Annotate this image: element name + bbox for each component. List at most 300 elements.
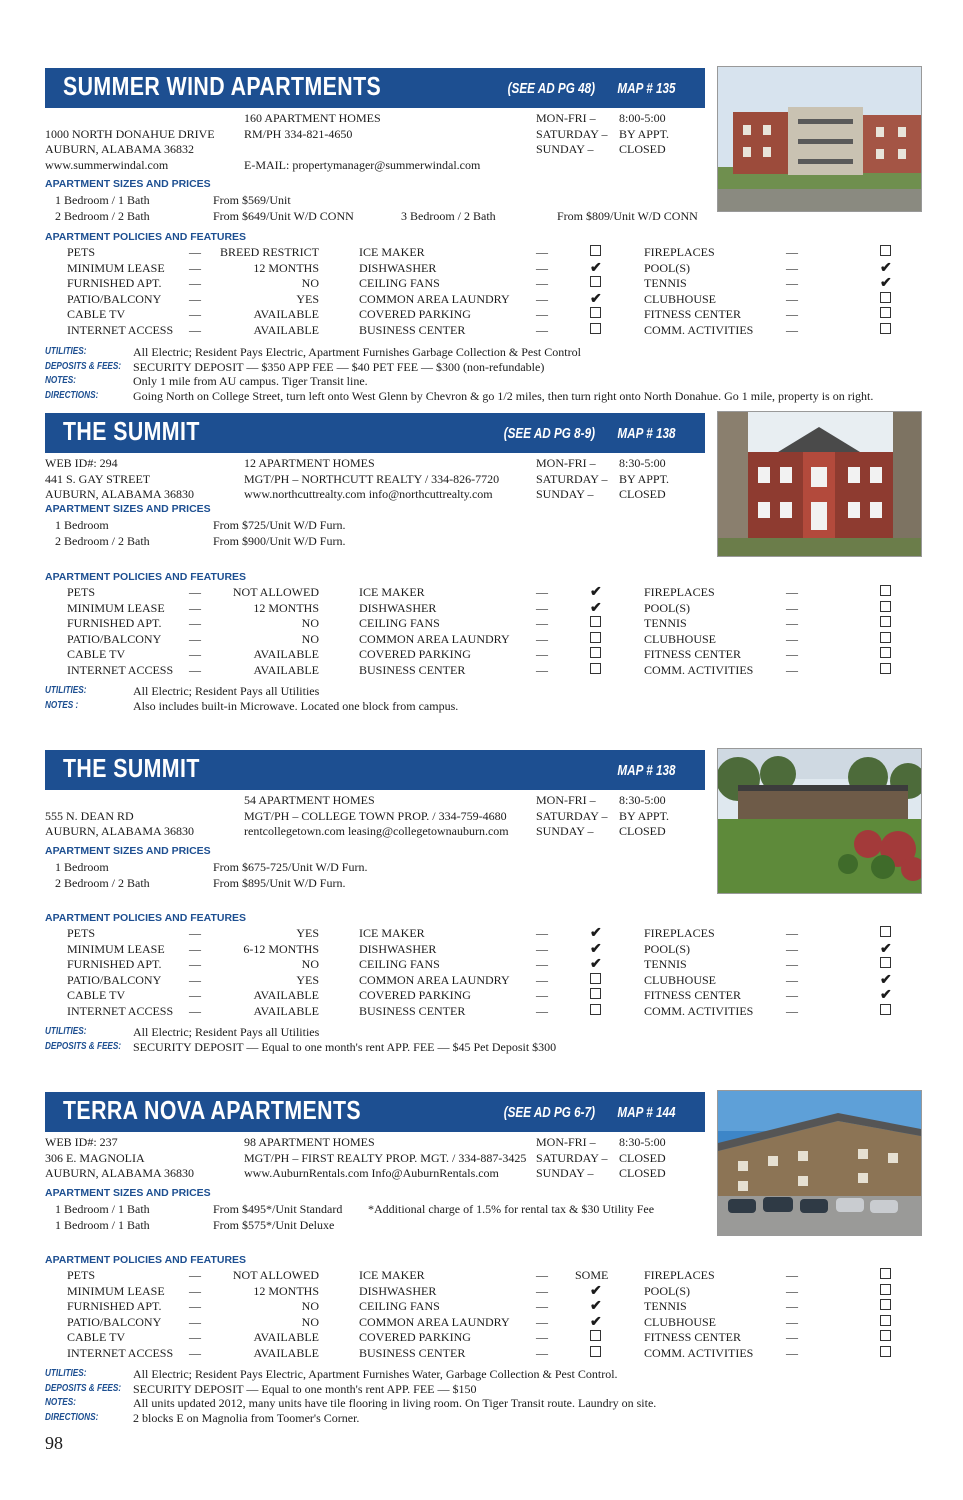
map-number: MAP # 138	[616, 425, 675, 442]
address-column	[45, 456, 194, 503]
dash: —	[786, 1330, 798, 1344]
checkmark-icon: ✔	[590, 585, 602, 600]
dash: —	[189, 1003, 201, 1018]
checkbox-empty-icon	[880, 585, 891, 596]
size-row: 1 Bedroom / 1 Bath From $495*/Unit Standard *Additional charge of 1.5% for rental tax & $30 Utility Fee	[55, 1202, 655, 1216]
dash: —	[786, 631, 798, 646]
dash: —	[536, 245, 548, 259]
feature-label: ICE MAKER	[359, 926, 425, 940]
dash: —	[536, 260, 548, 275]
office-days: MON-FRI – SATURDAY – SUNDAY –	[536, 456, 608, 501]
policy-row	[45, 663, 895, 679]
listing-the-summit-gay	[45, 413, 920, 723]
note-label: DIRECTIONS:	[45, 1411, 99, 1423]
dash: —	[786, 941, 798, 956]
policy-label: FURNISHED APT.	[67, 276, 162, 290]
policy-value: NO	[301, 1314, 319, 1329]
policy-label: FURNISHED APT.	[67, 957, 162, 971]
policy-label: PATIO/BALCONY	[67, 631, 162, 646]
sizes-heading: APARTMENT SIZES AND PRICES	[45, 503, 211, 515]
property-photo	[717, 1090, 922, 1236]
checkmark-icon: ✔	[590, 1283, 602, 1299]
checkbox-empty-icon	[880, 1299, 891, 1310]
listing-title: SUMMER WIND APARTMENTS	[63, 71, 382, 101]
email-link[interactable]: E-MAIL: propertymanager@summerwindal.com	[244, 157, 481, 172]
website-email[interactable]: www.northcuttrealty.com info@northcuttrealty.com	[244, 487, 493, 501]
feature-label: ICE MAKER	[359, 1268, 425, 1282]
dash: —	[536, 600, 548, 615]
amenity-label: TENNIS	[644, 1299, 687, 1313]
dash: —	[189, 926, 201, 940]
web-id: WEB ID#: 237	[45, 1135, 118, 1149]
checkmark-icon: ✔	[880, 972, 892, 988]
dash: —	[786, 972, 798, 987]
note-label: UTILITIES:	[45, 1368, 87, 1379]
checkbox-empty-icon	[590, 1330, 601, 1341]
policy-row	[45, 973, 895, 989]
policies-heading: APARTMENT POLICIES AND FEATURES	[45, 231, 247, 243]
note-label: NOTES:	[45, 1397, 76, 1408]
policies-table	[45, 1268, 895, 1361]
listing-header	[45, 68, 705, 108]
street-address: 555 N. DEAN RD	[45, 808, 134, 823]
ad-reference: (SEE AD PG 8-9)	[503, 425, 595, 442]
dash: —	[536, 1314, 548, 1329]
policy-value: 12 MONTHS	[253, 260, 319, 275]
dash: —	[786, 600, 798, 615]
policy-row	[45, 1330, 895, 1346]
policy-value: AVAILABLE	[253, 662, 319, 677]
dash: —	[536, 1003, 548, 1018]
dash: —	[189, 1345, 201, 1360]
policies-table	[45, 585, 895, 678]
note-text: Also includes built-in Microwave. Located one block from campus.	[133, 698, 459, 713]
note-text: SECURITY DEPOSIT — $350 APP FEE — $40 PET FEE — $300 (non-refundable)	[133, 359, 545, 374]
policies-heading: APARTMENT POLICIES AND FEATURES	[45, 912, 247, 924]
checkbox-empty-icon	[880, 323, 891, 334]
policy-label: FURNISHED APT.	[67, 1299, 162, 1313]
policy-row	[45, 926, 895, 942]
amenity-label: FITNESS CENTER	[644, 988, 742, 1002]
policy-label: MINIMUM LEASE	[67, 941, 165, 956]
note-label: UTILITIES:	[45, 685, 87, 696]
dash: —	[786, 322, 798, 337]
dash: —	[786, 260, 798, 275]
policy-label: CABLE TV	[67, 1330, 126, 1344]
office-hours: 8:30-5:00 BY APPT. CLOSED	[619, 456, 670, 501]
note-text: All Electric; Resident Pays all Utilities	[133, 684, 320, 698]
listing-terra-nova	[45, 1092, 920, 1432]
policy-row	[45, 942, 895, 958]
note-text: Only 1 mile from AU campus. Tiger Transit line.	[133, 374, 368, 388]
office-hours: 8:00-5:00 BY APPT. CLOSED	[619, 111, 670, 156]
dash: —	[786, 1345, 798, 1360]
policy-row	[45, 957, 895, 973]
website-email[interactable]: rentcollegetown.com leasing@collegetownauburn.com	[244, 824, 509, 838]
policy-row	[45, 616, 895, 632]
web-id: WEB ID#: 294	[45, 456, 118, 470]
city-state-zip: AUBURN, ALABAMA 36830	[45, 824, 195, 838]
policy-label: CABLE TV	[67, 988, 126, 1002]
size-row: 2 Bedroom / 2 Bath From $900/Unit W/D Furn.	[55, 533, 346, 548]
feature-label: BUSINESS CENTER	[359, 662, 466, 677]
dash: —	[189, 1314, 201, 1329]
dash: —	[536, 291, 548, 306]
listing-title: TERRA NOVA APARTMENTS	[63, 1095, 362, 1125]
checkbox-empty-icon	[880, 616, 891, 627]
dash: —	[189, 647, 201, 661]
checkmark-icon: ✔	[590, 1299, 602, 1314]
checkmark-icon: ✔	[590, 941, 602, 957]
feature-label: COVERED PARKING	[359, 988, 471, 1002]
checkmark-icon: ✔	[880, 941, 892, 957]
dash: —	[189, 291, 201, 306]
dash: —	[189, 245, 201, 259]
note-text: All Electric; Resident Pays all Utilities	[133, 1025, 320, 1039]
policy-row	[45, 261, 895, 277]
policy-label: FURNISHED APT.	[67, 616, 162, 630]
dash: —	[536, 941, 548, 956]
checkbox-empty-icon	[880, 1284, 891, 1295]
checkbox-empty-icon	[880, 307, 891, 318]
amenity-label: TENNIS	[644, 616, 687, 630]
policy-label: PETS	[67, 926, 96, 940]
dash: —	[536, 957, 548, 971]
dash: —	[536, 322, 548, 337]
dash: —	[189, 972, 201, 987]
dash: —	[786, 245, 798, 259]
checkbox-empty-icon	[590, 647, 601, 658]
website-link[interactable]: www.summerwindal.com	[45, 157, 169, 172]
note-text: All units updated 2012, many units have tile flooring in living room. On Tiger Transit route. Laundry on site.	[133, 1396, 657, 1410]
feature-label: DISHWASHER	[359, 941, 437, 956]
dash: —	[536, 307, 548, 321]
listing-header	[45, 413, 705, 453]
note-text: All Electric; Resident Pays Electric, Apartment Furnishes Garbage Collection & Pest Control	[133, 345, 581, 359]
policy-label: INTERNET ACCESS	[67, 662, 174, 677]
policy-value: YES	[296, 291, 319, 306]
checkmark-icon: ✔	[880, 988, 892, 1003]
manager-phone: MGT/PH – NORTHCUTT REALTY / 334-826-7720	[244, 471, 500, 486]
checkbox-empty-icon	[880, 926, 891, 937]
checkbox-empty-icon	[880, 292, 891, 303]
feature-label: COVERED PARKING	[359, 1330, 471, 1344]
policy-value: 12 MONTHS	[253, 600, 319, 615]
policy-value: NO	[301, 616, 319, 630]
policy-label: CABLE TV	[67, 647, 126, 661]
checkmark-icon: ✔	[590, 291, 602, 307]
feature-label: DISHWASHER	[359, 1283, 437, 1298]
unit-count: 98 APARTMENT HOMES	[244, 1135, 375, 1149]
office-hours: 8:30-5:00 BY APPT. CLOSED	[619, 793, 670, 838]
policy-label: INTERNET ACCESS	[67, 1345, 174, 1360]
amenity-label: TENNIS	[644, 276, 687, 290]
dash: —	[536, 972, 548, 987]
feature-label: COVERED PARKING	[359, 647, 471, 661]
policy-row	[45, 276, 895, 292]
amenity-label: COMM. ACTIVITIES	[644, 1345, 754, 1360]
dash: —	[786, 662, 798, 677]
street-address: 1000 NORTH DONAHUE DRIVE	[45, 126, 215, 141]
feature-label: ICE MAKER	[359, 245, 425, 259]
checkmark-icon: ✔	[880, 276, 892, 291]
policy-value: NO	[301, 957, 319, 971]
dash: —	[786, 307, 798, 321]
office-days: MON-FRI – SATURDAY – SUNDAY –	[536, 111, 608, 156]
dash: —	[786, 1003, 798, 1018]
policy-value: YES	[296, 926, 319, 940]
checkbox-empty-icon	[880, 663, 891, 674]
policies-table	[45, 245, 895, 338]
contact-column	[244, 1135, 526, 1182]
sizes-list	[55, 518, 346, 549]
checkbox-empty-icon	[590, 276, 601, 287]
checkbox-empty-icon	[880, 1330, 891, 1341]
checkbox-empty-icon	[880, 245, 891, 256]
amenity-label: FIREPLACES	[644, 1268, 715, 1282]
map-number: MAP # 135	[616, 80, 675, 97]
dash: —	[786, 276, 798, 290]
policy-value: AVAILABLE	[253, 1003, 319, 1018]
note-text: Going North on College Street, turn left onto West Glenn by Chevron & go 1/2 miles, then turn right onto North Donahue. Go 1 mile, property is on right.	[133, 388, 874, 403]
dash: —	[536, 1268, 548, 1282]
checkmark-icon: ✔	[590, 926, 602, 941]
city-state-zip: AUBURN, ALABAMA 36830	[45, 487, 195, 501]
amenity-label: CLUBHOUSE	[644, 291, 717, 306]
note-text: 2 blocks E on Magnolia from Toomer's Corner.	[133, 1410, 360, 1425]
checkmark-icon: ✔	[590, 260, 602, 276]
dash: —	[189, 1268, 201, 1282]
policy-row	[45, 988, 895, 1004]
sizes-heading: APARTMENT SIZES AND PRICES	[45, 178, 211, 190]
amenity-label: POOL(S)	[644, 600, 691, 615]
note-label: DEPOSITS & FEES:	[45, 1040, 122, 1052]
checkbox-empty-icon	[880, 1004, 891, 1015]
listing-title: THE SUMMIT	[63, 753, 200, 783]
page-number: 98	[45, 1433, 63, 1453]
checkbox-empty-icon	[590, 323, 601, 334]
note-label: DEPOSITS & FEES:	[45, 360, 122, 372]
dash: —	[189, 322, 201, 337]
feature-label: COMMON AREA LAUNDRY	[359, 631, 510, 646]
amenity-label: POOL(S)	[644, 1283, 691, 1298]
ad-reference: (SEE AD PG 6-7)	[503, 1104, 595, 1121]
amenity-label: POOL(S)	[644, 260, 691, 275]
checkbox-empty-icon	[590, 307, 601, 318]
checkbox-empty-icon	[590, 1346, 601, 1357]
policy-label: MINIMUM LEASE	[67, 260, 165, 275]
policy-row	[45, 323, 895, 339]
website-email[interactable]: www.AuburnRentals.com Info@AuburnRentals.com	[244, 1166, 499, 1180]
policy-value: NO	[301, 1299, 319, 1313]
checkbox-empty-icon	[590, 988, 601, 999]
listing-the-summit-dean	[45, 750, 920, 1060]
note-label: NOTES :	[45, 699, 79, 711]
note-text: SECURITY DEPOSIT — Equal to one month's rent APP. FEE — $150	[133, 1381, 477, 1396]
dash: —	[536, 276, 548, 290]
sizes-heading: APARTMENT SIZES AND PRICES	[45, 845, 211, 857]
note-label: NOTES:	[45, 375, 76, 386]
feature-label: CEILING FANS	[359, 957, 440, 971]
address-column	[45, 111, 215, 173]
manager-phone: RM/PH 334-821-4650	[244, 126, 353, 141]
size-row: 1 Bedroom / 1 Bath From $575*/Unit Deluxe	[55, 1217, 335, 1232]
checkbox-empty-icon	[590, 632, 601, 643]
listing-summer-wind	[45, 68, 920, 408]
checkbox-empty-icon	[590, 245, 601, 256]
policy-row	[45, 585, 895, 601]
policy-row	[45, 292, 895, 308]
feature-label: ICE MAKER	[359, 585, 425, 599]
dash: —	[536, 585, 548, 599]
amenity-label: CLUBHOUSE	[644, 631, 717, 646]
feature-value: SOME	[575, 1268, 609, 1282]
size-row: 2 Bedroom / 2 Bath From $895/Unit W/D Furn.	[55, 875, 346, 890]
checkbox-empty-icon	[880, 632, 891, 643]
ad-reference: (SEE AD PG 48)	[507, 80, 595, 97]
dash: —	[189, 307, 201, 321]
policy-label: PETS	[67, 585, 96, 599]
note-label: DEPOSITS & FEES:	[45, 1382, 122, 1394]
amenity-label: CLUBHOUSE	[644, 1314, 717, 1329]
city-state-zip: AUBURN, ALABAMA 36830	[45, 1166, 195, 1180]
checkbox-empty-icon	[590, 616, 601, 627]
listing-header	[45, 1092, 705, 1132]
dash: —	[189, 1330, 201, 1344]
unit-count: 160 APARTMENT HOMES	[244, 111, 381, 125]
checkmark-icon: ✔	[880, 260, 892, 276]
policy-row	[45, 245, 895, 261]
manager-phone: MGT/PH – COLLEGE TOWN PROP. / 334-759-4680	[244, 808, 507, 823]
listing-title: THE SUMMIT	[63, 416, 200, 446]
street-address: 441 S. GAY STREET	[45, 471, 151, 486]
policy-row	[45, 307, 895, 323]
checkbox-empty-icon	[590, 973, 601, 984]
policy-value: AVAILABLE	[253, 1330, 319, 1344]
contact-column	[244, 456, 499, 503]
listing-header	[45, 750, 705, 790]
checkbox-empty-icon	[880, 957, 891, 968]
size-row: 2 Bedroom / 2 Bath From $649/Unit W/D CONN 3 Bedroom / 2 Bath From $809/Unit W/D CONN	[55, 208, 698, 223]
policy-value: AVAILABLE	[253, 647, 319, 661]
policy-label: PETS	[67, 1268, 96, 1282]
policy-value: AVAILABLE	[253, 1345, 319, 1360]
dash: —	[786, 1283, 798, 1298]
policy-value: YES	[296, 972, 319, 987]
feature-label: COMMON AREA LAUNDRY	[359, 291, 510, 306]
policy-label: PETS	[67, 245, 96, 259]
policy-value: AVAILABLE	[253, 322, 319, 337]
dash: —	[536, 988, 548, 1002]
dash: —	[536, 926, 548, 940]
amenity-label: FITNESS CENTER	[644, 307, 742, 321]
feature-label: DISHWASHER	[359, 260, 437, 275]
dash: —	[786, 647, 798, 661]
property-photo	[717, 411, 922, 557]
dash: —	[189, 1299, 201, 1313]
dash: —	[536, 647, 548, 661]
feature-label: DISHWASHER	[359, 600, 437, 615]
sizes-list	[55, 193, 698, 224]
note-label: DIRECTIONS:	[45, 389, 99, 401]
policy-value: AVAILABLE	[253, 307, 319, 321]
size-row: 1 Bedroom From $725/Unit W/D Furn.	[55, 518, 346, 532]
unit-count: 12 APARTMENT HOMES	[244, 456, 375, 470]
checkmark-icon: ✔	[590, 1314, 602, 1330]
office-days: MON-FRI – SATURDAY – SUNDAY –	[536, 1135, 608, 1180]
amenity-label: CLUBHOUSE	[644, 972, 717, 987]
amenity-label: FIREPLACES	[644, 245, 715, 259]
policy-label: MINIMUM LEASE	[67, 600, 165, 615]
policy-value: 6-12 MONTHS	[243, 941, 319, 956]
note-text: SECURITY DEPOSIT — Equal to one month's rent APP. FEE — $45 Pet Deposit $300	[133, 1039, 557, 1054]
policy-value: NO	[301, 276, 319, 290]
policy-label: INTERNET ACCESS	[67, 322, 174, 337]
dash: —	[536, 616, 548, 630]
dash: —	[786, 1299, 798, 1313]
policy-row	[45, 601, 895, 617]
policy-label: PATIO/BALCONY	[67, 972, 162, 987]
policy-value: NOT ALLOWED	[232, 585, 319, 599]
dash: —	[536, 1283, 548, 1298]
policy-label: MINIMUM LEASE	[67, 1283, 165, 1298]
map-number: MAP # 138	[616, 762, 675, 779]
dash: —	[189, 957, 201, 971]
city-state-zip: AUBURN, ALABAMA 36832	[45, 142, 195, 156]
amenity-label: TENNIS	[644, 957, 687, 971]
policy-row	[45, 1284, 895, 1300]
note-text: All Electric; Resident Pays Electric, Apartment Furnishes Water, Garbage Collection & Pest Control.	[133, 1367, 618, 1381]
dash: —	[189, 600, 201, 615]
dash: —	[536, 631, 548, 646]
checkmark-icon: ✔	[590, 957, 602, 972]
policy-row	[45, 632, 895, 648]
policies-heading: APARTMENT POLICIES AND FEATURES	[45, 571, 247, 583]
office-days: MON-FRI – SATURDAY – SUNDAY –	[536, 793, 608, 838]
checkbox-empty-icon	[590, 663, 601, 674]
address-column	[45, 793, 194, 840]
size-row: 1 Bedroom / 1 Bath From $569/Unit	[55, 193, 291, 207]
property-photo	[717, 748, 922, 894]
feature-label: BUSINESS CENTER	[359, 1345, 466, 1360]
office-hours: 8:30-5:00 CLOSED CLOSED	[619, 1135, 666, 1180]
policy-row	[45, 1346, 895, 1362]
note-label: UTILITIES:	[45, 1026, 87, 1037]
feature-label: COVERED PARKING	[359, 307, 471, 321]
policy-value: 12 MONTHS	[253, 1283, 319, 1298]
policy-label: PATIO/BALCONY	[67, 1314, 162, 1329]
dash: —	[189, 276, 201, 290]
policy-value: NO	[301, 631, 319, 646]
dash: —	[536, 1299, 548, 1313]
dash: —	[189, 662, 201, 677]
policy-label: INTERNET ACCESS	[67, 1003, 174, 1018]
policy-row	[45, 1268, 895, 1284]
note-label: UTILITIES:	[45, 346, 87, 357]
dash: —	[786, 585, 798, 599]
policy-value: BREED RESTRICT	[219, 245, 319, 259]
feature-label: CEILING FANS	[359, 1299, 440, 1313]
dash: —	[786, 616, 798, 630]
feature-label: COMMON AREA LAUNDRY	[359, 1314, 510, 1329]
checkbox-empty-icon	[590, 1004, 601, 1015]
dash: —	[189, 585, 201, 599]
checkbox-empty-icon	[880, 1346, 891, 1357]
dash: —	[189, 260, 201, 275]
address-column	[45, 1135, 194, 1182]
manager-phone: MGT/PH – FIRST REALTY PROP. MGT. / 334-887-3425	[244, 1150, 527, 1165]
amenity-label: FIREPLACES	[644, 585, 715, 599]
